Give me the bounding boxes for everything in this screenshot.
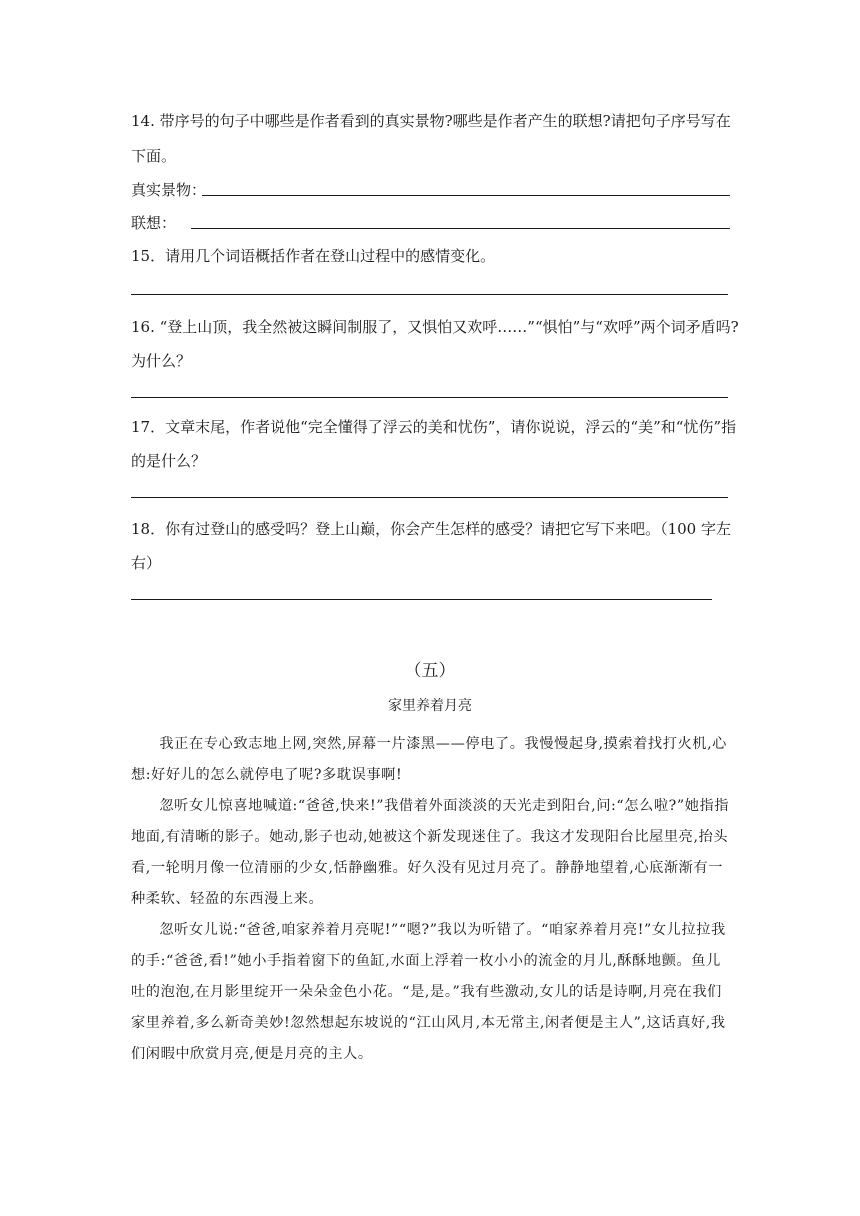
q15-line1: 15．请用几个词语概括作者在登山过程中的感情变化。 xyxy=(131,247,496,265)
q14-real-label: 真实景物： xyxy=(131,181,207,199)
q14-real-answer-line[interactable] xyxy=(202,195,730,196)
q16-answer-line[interactable] xyxy=(131,397,728,398)
q14-assoc-answer-line[interactable] xyxy=(191,228,730,229)
q17-answer-line[interactable] xyxy=(131,497,728,498)
q17-line2: 的是什么？ xyxy=(131,452,207,470)
story-paragraph: 忽听女儿说:“爸爸,咱家养着月亮呢!”“嗯?”我以为听错了。“咱家养着月亮!”女儿拉拉我的手:“爸爸,看!”她小手指着窗下的鱼缸,水面上浮着一枚小小的流金的月儿,酥酥地颤。鱼儿吐的泡泡,在月影里绽开一朵朵金色小花。“是,是。”我有些激动,女儿的话是诗啊,月亮在我们家里养着,多么新奇美妙!忽然想起东坡说的“江山风月,本无常主,闲者便是主人”,这话真好,我们闲暇中欣赏月亮,便是月亮的主人。 xyxy=(131,922,726,1062)
story-paragraph: 我正在专心致志地上网,突然,屏幕一片漆黑——停电了。我慢慢起身,摸索着找打火机,心想:好好儿的怎么就停电了呢?多耽误事啊! xyxy=(131,736,727,783)
story-paragraph: 忽听女儿惊喜地喊道:“爸爸,快来!”我借着外面淡淡的天光走到阳台,问:“怎么啦?”她指指地面,有清晰的影子。她动,影子也动,她被这个新发现迷住了。我这才发现阳台比屋里亮,抬头看,一轮明月像一位清丽的少女,恬静幽雅。好久没有见过月亮了。静静地望着,心底渐渐有一种柔软、轻盈的东西漫上来。 xyxy=(131,798,730,907)
q17-line1: 17．文章末尾，作者说他“完全懂得了浮云的美和忧伤”，请你说说，浮云的“美”和“忧伤”指 xyxy=(131,418,737,436)
story-title: 家里养着月亮 xyxy=(388,698,472,714)
q15-answer-line[interactable] xyxy=(131,294,728,295)
q16-line2: 为什么？ xyxy=(131,352,192,370)
q14-line2: 下面。 xyxy=(131,147,177,165)
q18-answer-line[interactable] xyxy=(131,599,712,600)
q14-assoc-label: 联想： xyxy=(131,214,177,232)
q16-line1: 16. “登上山顶，我全然被这瞬间制服了，又惧怕又欢呼……”“惧怕”与“欢呼”两个词矛盾吗? xyxy=(131,318,739,336)
q18-line1: 18．你有过登山的感受吗？登上山巅，你会产生怎样的感受？请把它写下来吧。（100 字左 xyxy=(131,520,731,538)
section-title: （五） xyxy=(404,661,456,681)
q18-line2: 右） xyxy=(131,554,162,572)
q14-line1: 14. 带序号的句子中哪些是作者看到的真实景物?哪些是作者产生的联想?请把句子序号写在 xyxy=(131,112,731,130)
story-body xyxy=(131,729,731,1070)
